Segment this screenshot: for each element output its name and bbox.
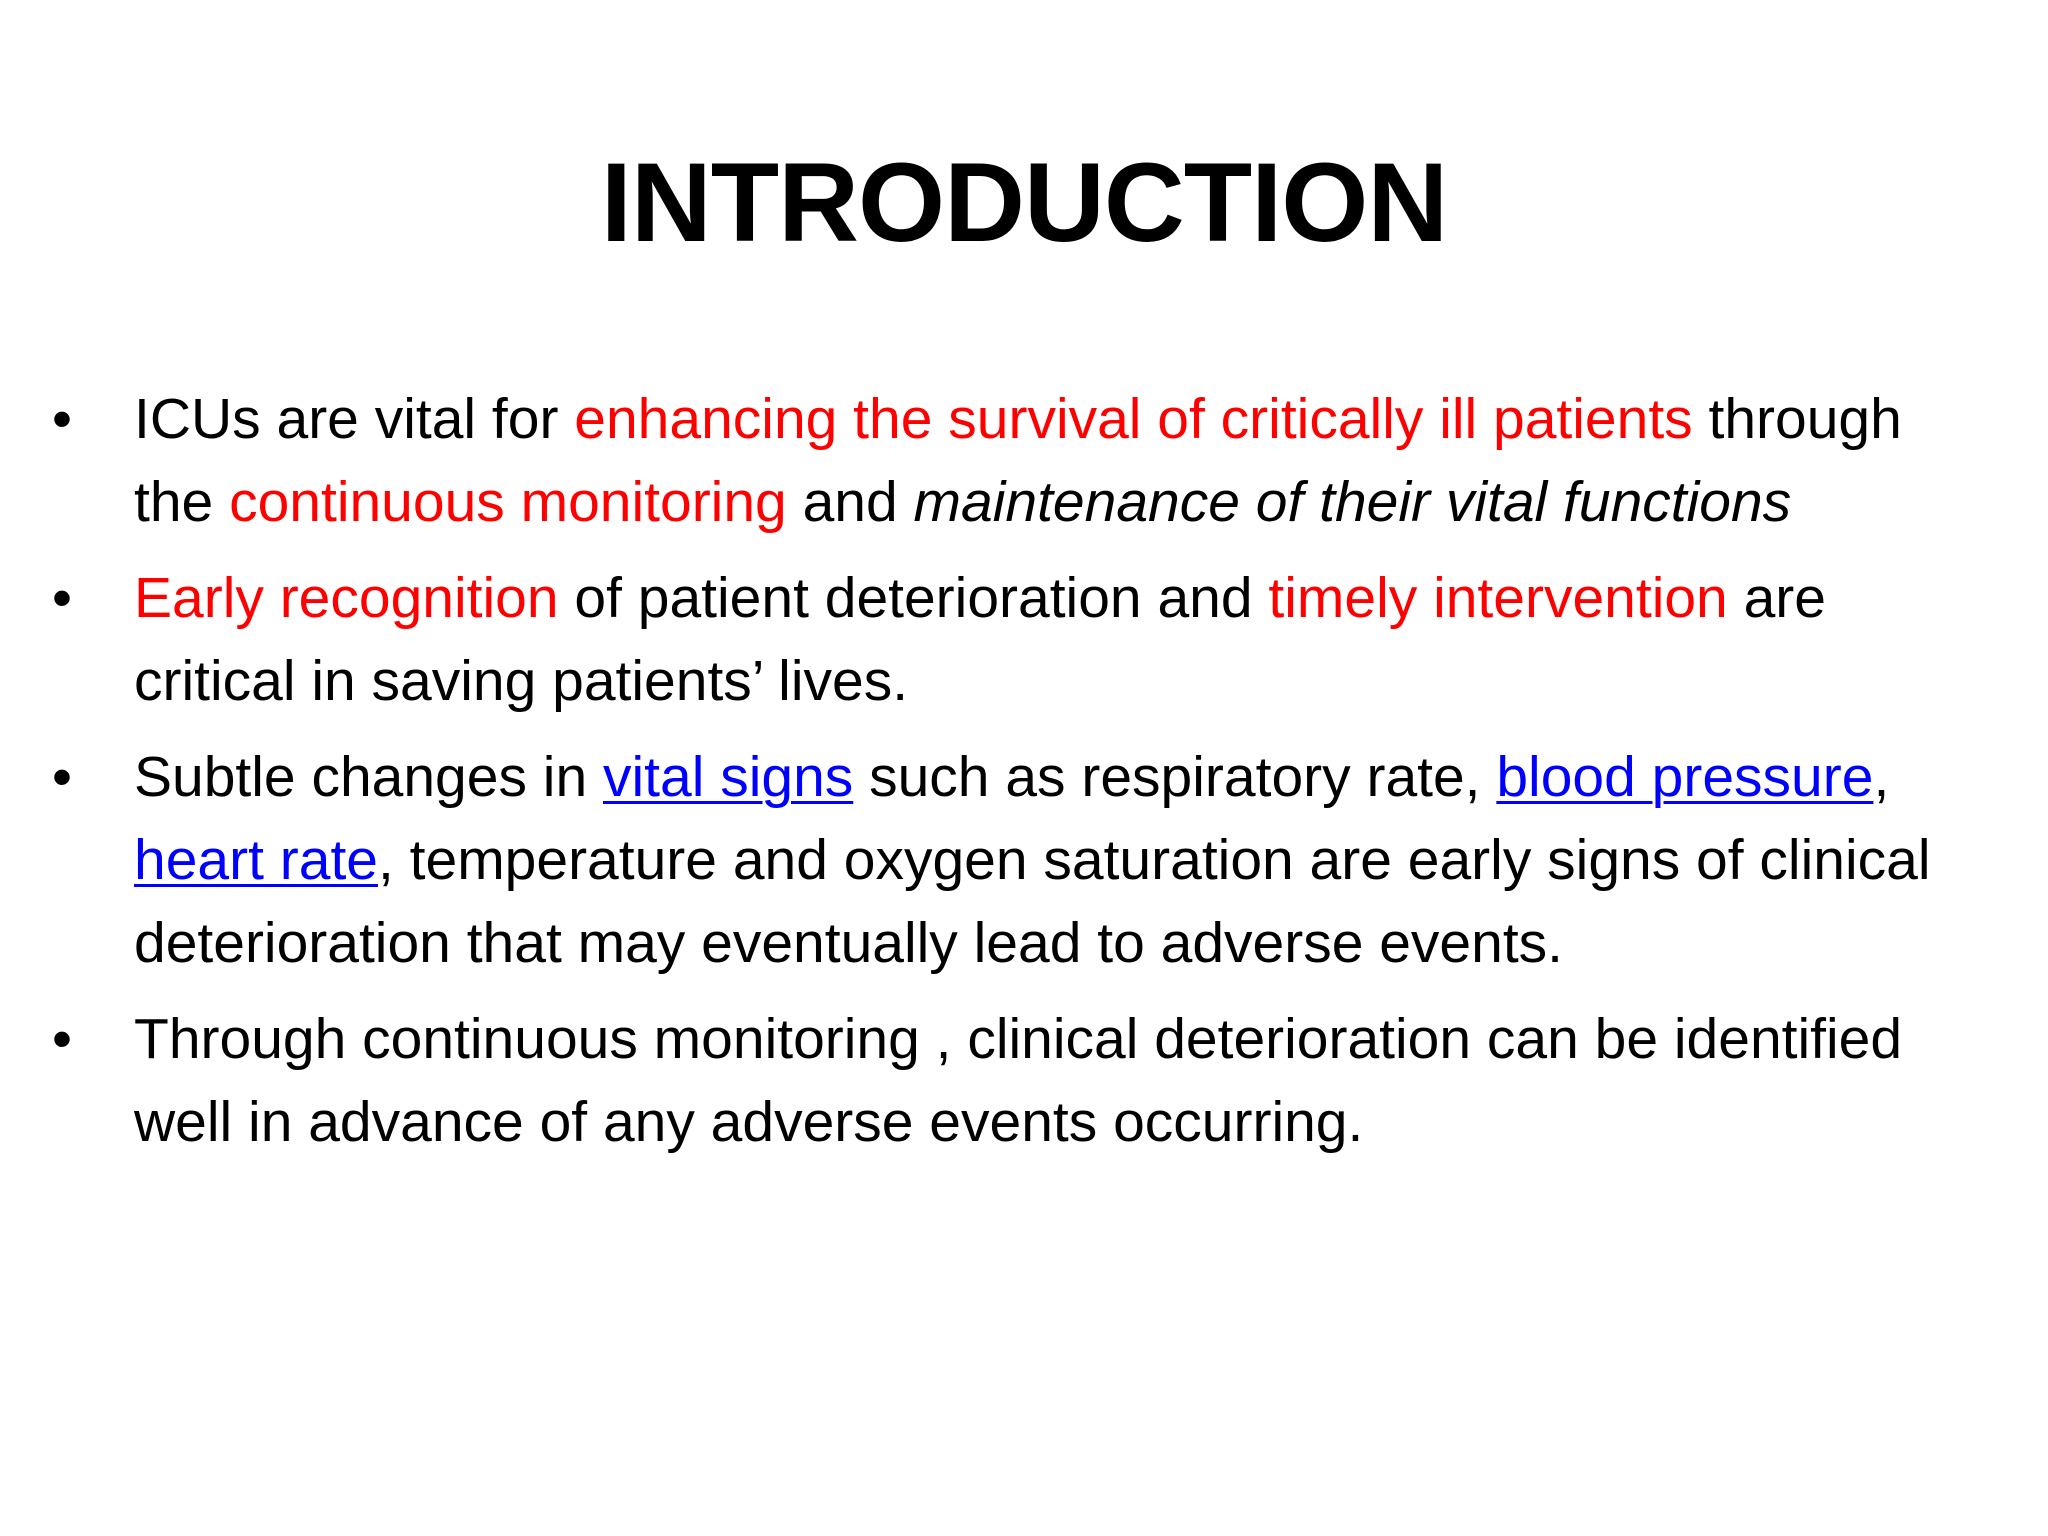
bullet-text: Subtle changes in <box>134 745 603 809</box>
bullet-list <box>52 378 1962 1177</box>
bullet-item <box>52 557 1962 723</box>
italic-text: maintenance of their vital functions <box>913 470 1792 534</box>
bullet-text: of patient deterioration and <box>558 566 1269 630</box>
bullet-dot-icon: • <box>52 566 72 630</box>
bullet-text: are critical in saving patients’ lives. <box>134 566 1826 713</box>
bullet-text: ICUs are vital for <box>134 387 575 451</box>
bullet-item <box>52 998 1962 1164</box>
bullet-text: such as respiratory rate, <box>853 745 1497 809</box>
bullet-dot-icon: • <box>52 387 72 451</box>
heart-rate-link[interactable]: heart rate <box>134 828 378 892</box>
bullet-item <box>52 378 1962 544</box>
bullet-dot-icon: • <box>52 745 72 809</box>
emphasis-text: enhancing the survival of critically ill patients <box>574 387 1693 451</box>
bullet-dot-icon: • <box>52 1007 72 1071</box>
blood-pressure-link[interactable]: blood pressure <box>1496 745 1874 809</box>
bullet-item <box>52 736 1962 985</box>
slide-title: INTRODUCTION <box>600 140 1448 265</box>
bullet-text: and <box>786 470 914 534</box>
bullet-text: , <box>1873 745 1890 809</box>
bullet-text: , temperature and oxygen saturation are early signs of clinical deterioration that may eventually lead to adverse events. <box>134 828 1931 975</box>
bullet-text: through the <box>134 387 1902 534</box>
bullet-text: Through continuous monitoring , clinical deterioration can be identified well in advance of any adverse events occurring. <box>134 1007 1903 1154</box>
emphasis-text: timely intervention <box>1268 566 1728 630</box>
vital-signs-link[interactable]: vital signs <box>603 745 854 809</box>
emphasis-text: Early recognition <box>134 566 559 630</box>
emphasis-text: continuous monitoring <box>229 470 787 534</box>
